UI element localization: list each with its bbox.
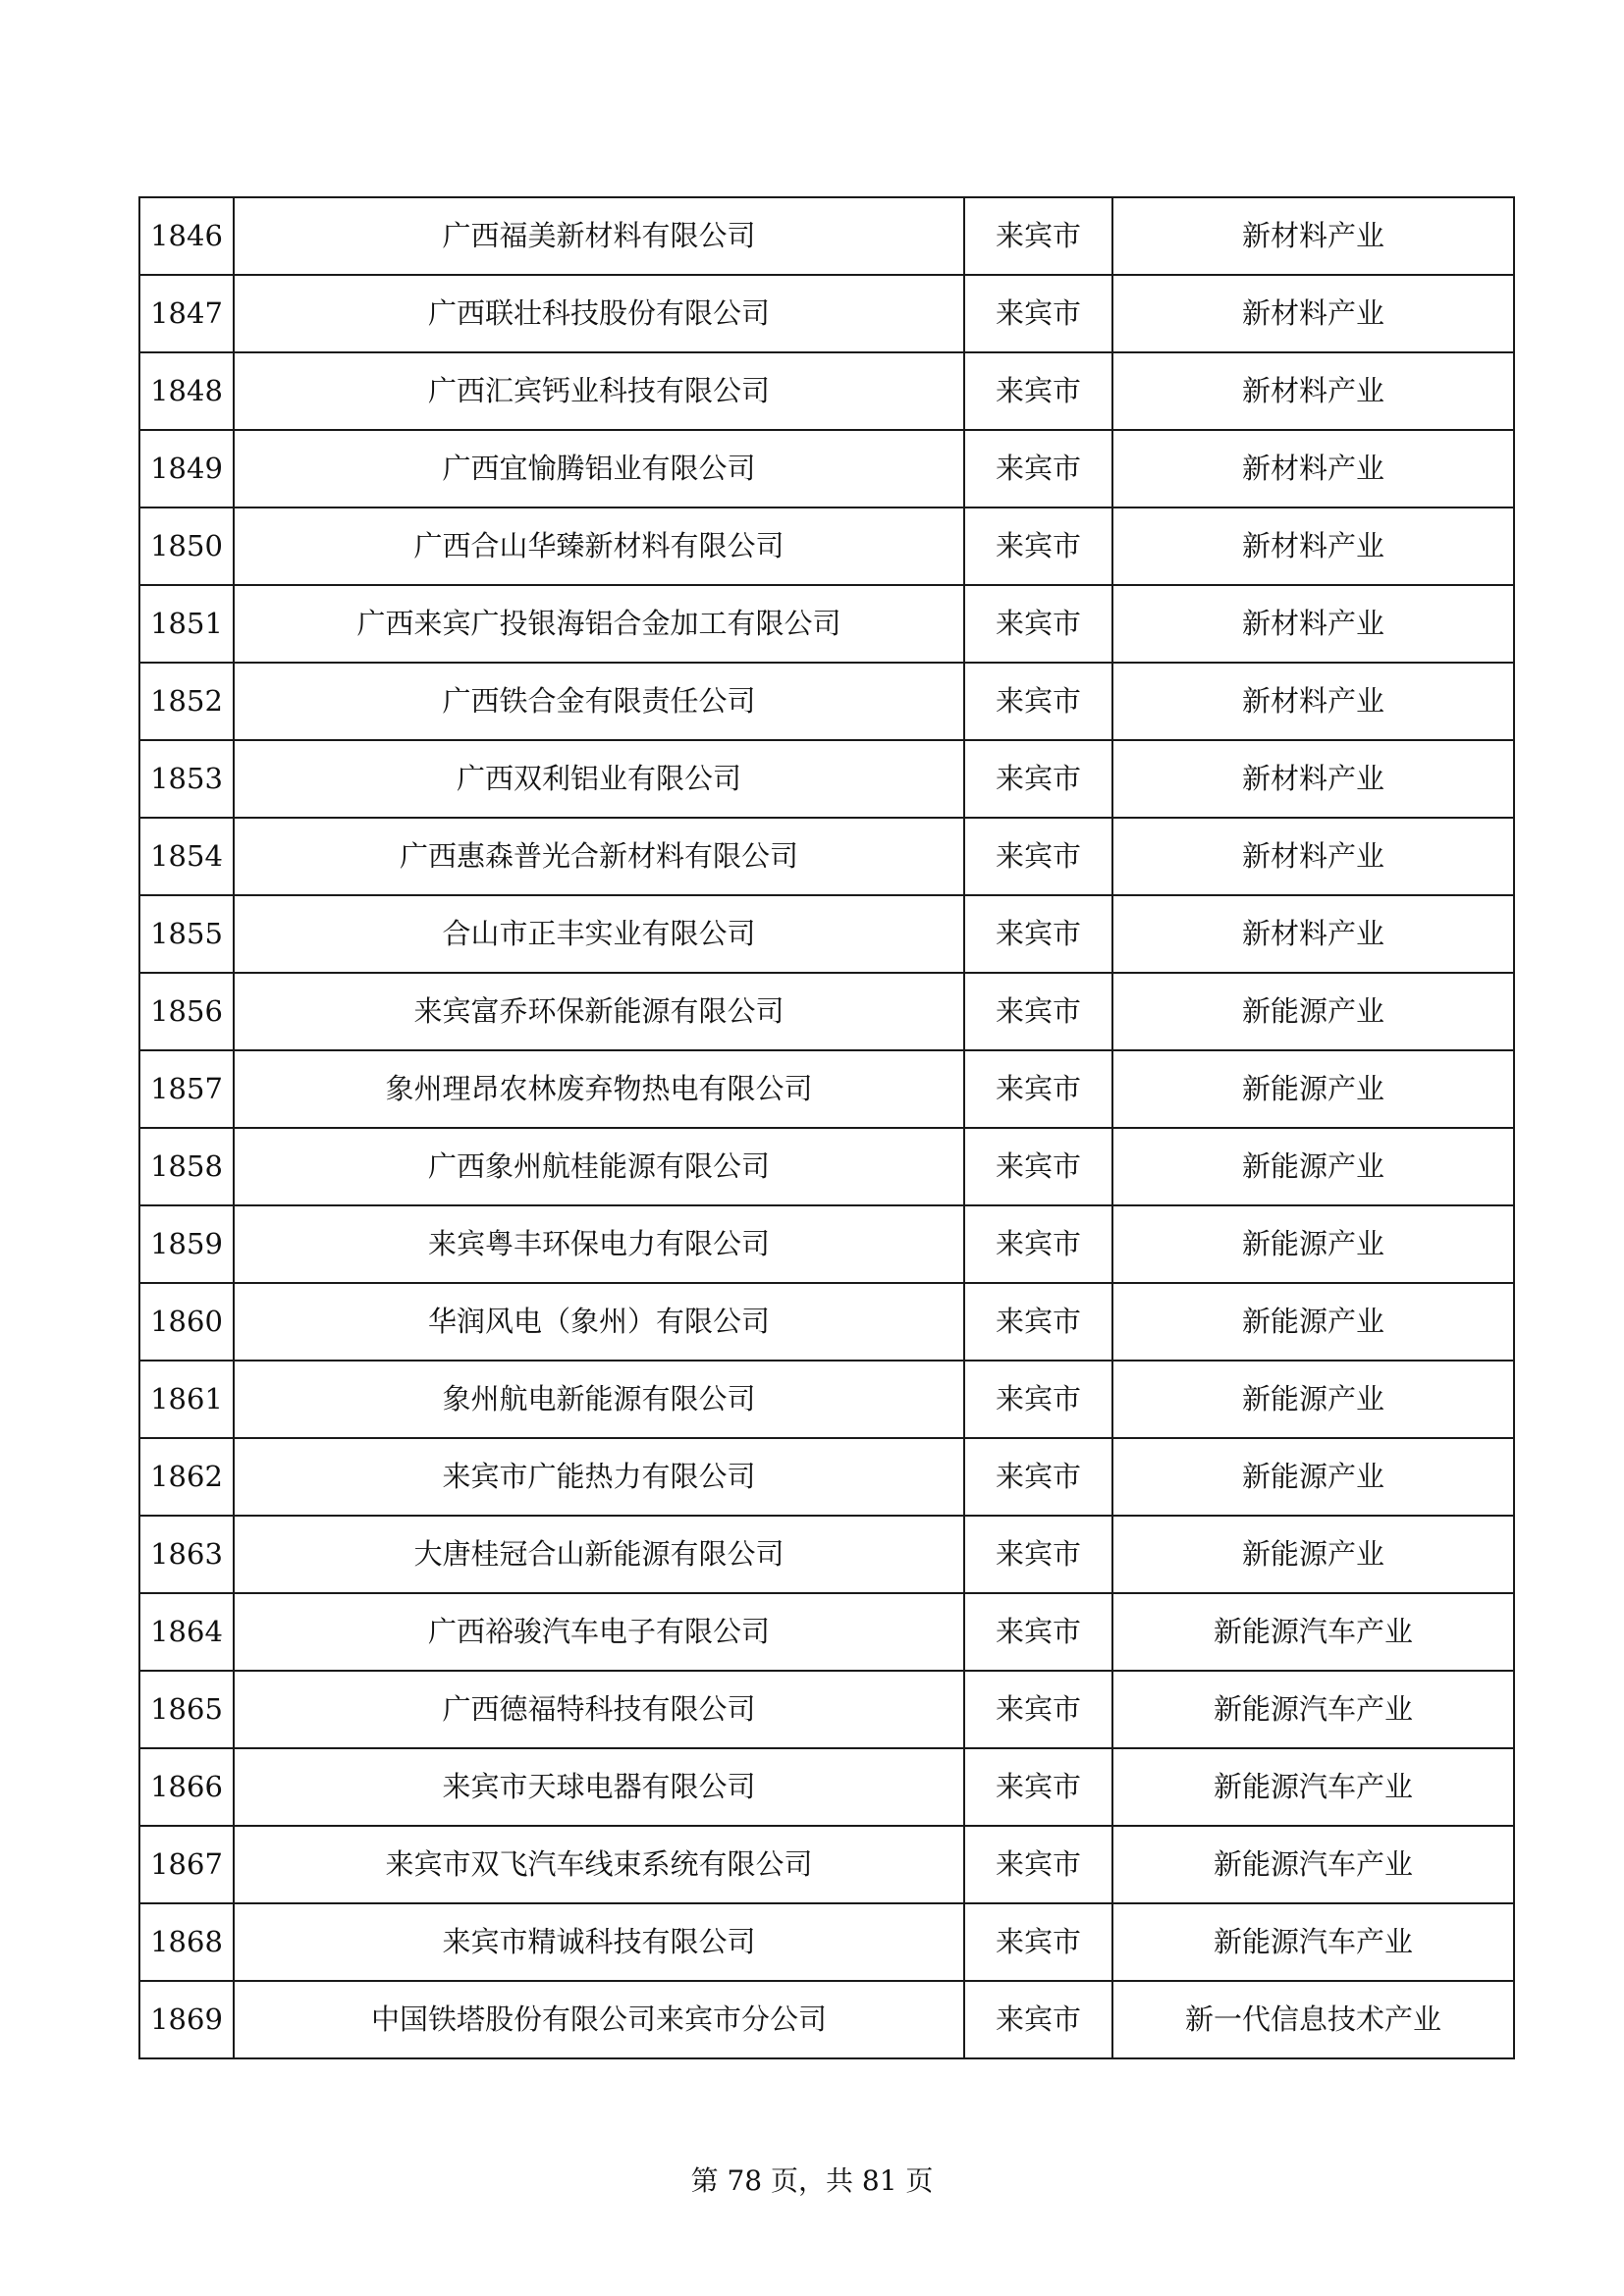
- company-name-cell: 来宾粤丰环保电力有限公司: [234, 1205, 964, 1283]
- enterprise-table: [138, 196, 1515, 2059]
- city-cell: 来宾市: [964, 275, 1112, 352]
- company-name-cell: 中国铁塔股份有限公司来宾市分公司: [234, 1981, 964, 2058]
- row-number-cell: 1855: [139, 895, 234, 973]
- city-cell: 来宾市: [964, 197, 1112, 275]
- industry-cell: 新能源产业: [1112, 1050, 1514, 1128]
- industry-cell: 新能源产业: [1112, 1361, 1514, 1438]
- industry-cell: 新材料产业: [1112, 507, 1514, 585]
- industry-cell: 新材料产业: [1112, 663, 1514, 740]
- company-name-cell: 广西福美新材料有限公司: [234, 197, 964, 275]
- table-row: [139, 1903, 1514, 1981]
- company-name-cell: 广西象州航桂能源有限公司: [234, 1128, 964, 1205]
- row-number-cell: 1859: [139, 1205, 234, 1283]
- table-body: [139, 197, 1514, 2058]
- city-cell: 来宾市: [964, 585, 1112, 663]
- table-row: [139, 1438, 1514, 1516]
- row-number-cell: 1851: [139, 585, 234, 663]
- table-row: [139, 1361, 1514, 1438]
- industry-cell: 新材料产业: [1112, 818, 1514, 895]
- table-row: [139, 585, 1514, 663]
- company-name-cell: 象州航电新能源有限公司: [234, 1361, 964, 1438]
- city-cell: 来宾市: [964, 973, 1112, 1050]
- table-row: [139, 1516, 1514, 1593]
- row-number-cell: 1868: [139, 1903, 234, 1981]
- company-name-cell: 广西宜愉腾铝业有限公司: [234, 430, 964, 507]
- industry-cell: 新材料产业: [1112, 740, 1514, 818]
- industry-cell: 新材料产业: [1112, 197, 1514, 275]
- table-row: [139, 1283, 1514, 1361]
- city-cell: 来宾市: [964, 1671, 1112, 1748]
- industry-cell: 新能源产业: [1112, 1205, 1514, 1283]
- company-name-cell: 广西铁合金有限责任公司: [234, 663, 964, 740]
- city-cell: 来宾市: [964, 1205, 1112, 1283]
- city-cell: 来宾市: [964, 740, 1112, 818]
- company-name-cell: 广西汇宾钙业科技有限公司: [234, 352, 964, 430]
- industry-cell: 新能源产业: [1112, 1516, 1514, 1593]
- row-number-cell: 1856: [139, 973, 234, 1050]
- industry-cell: 新能源汽车产业: [1112, 1671, 1514, 1748]
- row-number-cell: 1849: [139, 430, 234, 507]
- city-cell: 来宾市: [964, 1283, 1112, 1361]
- table-row: [139, 1050, 1514, 1128]
- industry-cell: 新材料产业: [1112, 430, 1514, 507]
- row-number-cell: 1866: [139, 1748, 234, 1826]
- city-cell: 来宾市: [964, 1593, 1112, 1671]
- company-name-cell: 来宾市精诚科技有限公司: [234, 1903, 964, 1981]
- row-number-cell: 1854: [139, 818, 234, 895]
- city-cell: 来宾市: [964, 818, 1112, 895]
- row-number-cell: 1848: [139, 352, 234, 430]
- city-cell: 来宾市: [964, 1438, 1112, 1516]
- industry-cell: 新能源产业: [1112, 1438, 1514, 1516]
- company-name-cell: 合山市正丰实业有限公司: [234, 895, 964, 973]
- row-number-cell: 1861: [139, 1361, 234, 1438]
- industry-cell: 新能源产业: [1112, 1128, 1514, 1205]
- table-row: [139, 1826, 1514, 1903]
- company-name-cell: 广西惠森普光合新材料有限公司: [234, 818, 964, 895]
- row-number-cell: 1853: [139, 740, 234, 818]
- city-cell: 来宾市: [964, 1826, 1112, 1903]
- industry-cell: 新能源产业: [1112, 1283, 1514, 1361]
- industry-cell: 新一代信息技术产业: [1112, 1981, 1514, 2058]
- company-name-cell: 来宾市广能热力有限公司: [234, 1438, 964, 1516]
- table-row: [139, 1128, 1514, 1205]
- city-cell: 来宾市: [964, 1128, 1112, 1205]
- city-cell: 来宾市: [964, 1748, 1112, 1826]
- row-number-cell: 1858: [139, 1128, 234, 1205]
- table-row: [139, 352, 1514, 430]
- table-row: [139, 740, 1514, 818]
- city-cell: 来宾市: [964, 1050, 1112, 1128]
- table-row: [139, 1981, 1514, 2058]
- row-number-cell: 1860: [139, 1283, 234, 1361]
- city-cell: 来宾市: [964, 430, 1112, 507]
- table-row: [139, 1748, 1514, 1826]
- industry-cell: 新材料产业: [1112, 895, 1514, 973]
- industry-cell: 新能源汽车产业: [1112, 1903, 1514, 1981]
- city-cell: 来宾市: [964, 895, 1112, 973]
- industry-cell: 新能源汽车产业: [1112, 1748, 1514, 1826]
- table-row: [139, 1205, 1514, 1283]
- row-number-cell: 1850: [139, 507, 234, 585]
- company-name-cell: 广西合山华臻新材料有限公司: [234, 507, 964, 585]
- row-number-cell: 1857: [139, 1050, 234, 1128]
- table-row: [139, 663, 1514, 740]
- city-cell: 来宾市: [964, 1361, 1112, 1438]
- city-cell: 来宾市: [964, 1903, 1112, 1981]
- industry-cell: 新能源汽车产业: [1112, 1826, 1514, 1903]
- company-name-cell: 广西裕骏汽车电子有限公司: [234, 1593, 964, 1671]
- row-number-cell: 1865: [139, 1671, 234, 1748]
- industry-cell: 新能源汽车产业: [1112, 1593, 1514, 1671]
- city-cell: 来宾市: [964, 507, 1112, 585]
- company-name-cell: 广西来宾广投银海铝合金加工有限公司: [234, 585, 964, 663]
- city-cell: 来宾市: [964, 663, 1112, 740]
- table-row: [139, 1671, 1514, 1748]
- company-name-cell: 来宾市双飞汽车线束系统有限公司: [234, 1826, 964, 1903]
- table-row: [139, 1593, 1514, 1671]
- city-cell: 来宾市: [964, 1516, 1112, 1593]
- company-name-cell: 来宾富乔环保新能源有限公司: [234, 973, 964, 1050]
- table-row: [139, 895, 1514, 973]
- table-row: [139, 430, 1514, 507]
- table-row: [139, 818, 1514, 895]
- row-number-cell: 1847: [139, 275, 234, 352]
- row-number-cell: 1867: [139, 1826, 234, 1903]
- row-number-cell: 1863: [139, 1516, 234, 1593]
- row-number-cell: 1852: [139, 663, 234, 740]
- industry-cell: 新能源产业: [1112, 973, 1514, 1050]
- table-row: [139, 973, 1514, 1050]
- city-cell: 来宾市: [964, 1981, 1112, 2058]
- city-cell: 来宾市: [964, 352, 1112, 430]
- table-row: [139, 507, 1514, 585]
- page-footer: 第 78 页，共 81 页: [690, 2164, 934, 2197]
- company-name-cell: 象州理昂农林废弃物热电有限公司: [234, 1050, 964, 1128]
- company-name-cell: 广西双利铝业有限公司: [234, 740, 964, 818]
- company-name-cell: 来宾市天球电器有限公司: [234, 1748, 964, 1826]
- industry-cell: 新材料产业: [1112, 585, 1514, 663]
- table-row: [139, 197, 1514, 275]
- company-name-cell: 广西德福特科技有限公司: [234, 1671, 964, 1748]
- row-number-cell: 1862: [139, 1438, 234, 1516]
- company-name-cell: 大唐桂冠合山新能源有限公司: [234, 1516, 964, 1593]
- row-number-cell: 1846: [139, 197, 234, 275]
- table-row: [139, 275, 1514, 352]
- industry-cell: 新材料产业: [1112, 352, 1514, 430]
- company-name-cell: 广西联壮科技股份有限公司: [234, 275, 964, 352]
- row-number-cell: 1869: [139, 1981, 234, 2058]
- row-number-cell: 1864: [139, 1593, 234, 1671]
- industry-cell: 新材料产业: [1112, 275, 1514, 352]
- company-name-cell: 华润风电（象州）有限公司: [234, 1283, 964, 1361]
